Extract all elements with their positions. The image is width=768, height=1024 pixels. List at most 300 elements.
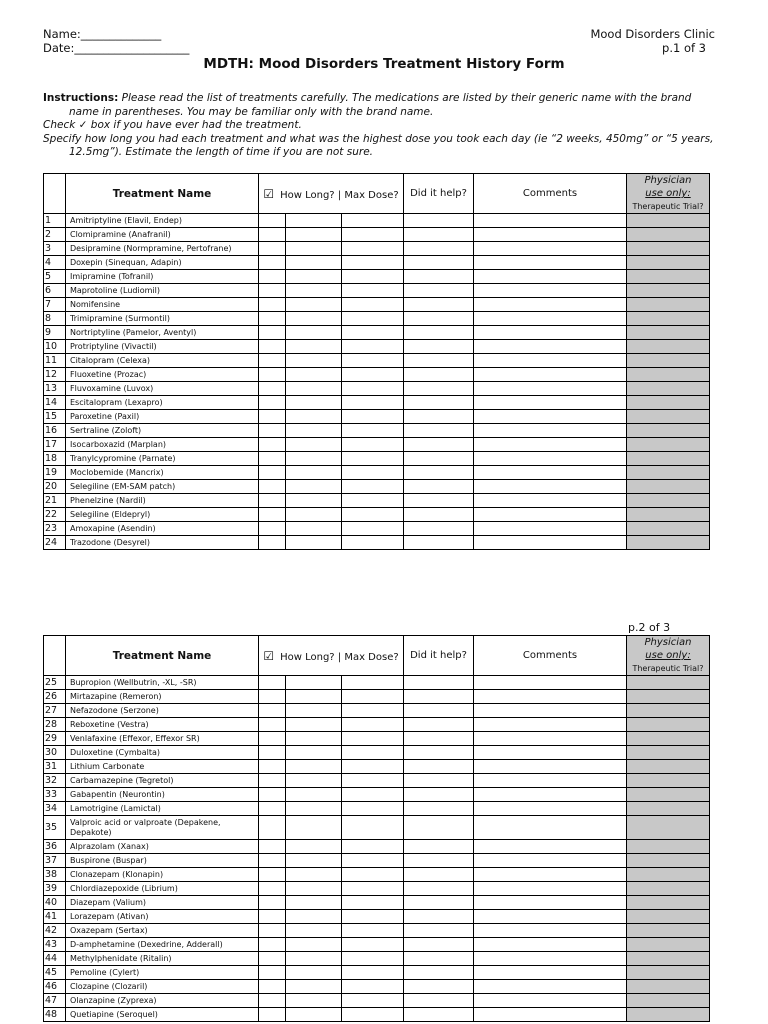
- how-long-cell[interactable]: [286, 396, 342, 410]
- comments-cell[interactable]: [474, 980, 627, 994]
- how-long-cell[interactable]: [286, 896, 342, 910]
- treatment-name: Trazodone (Desyrel): [66, 536, 259, 550]
- max-dose-cell[interactable]: [342, 910, 404, 924]
- max-dose-cell[interactable]: [342, 952, 404, 966]
- comments-cell[interactable]: [474, 774, 627, 788]
- ever-had-checkbox[interactable]: [259, 676, 286, 690]
- how-long-cell[interactable]: [286, 718, 342, 732]
- ever-had-checkbox[interactable]: [259, 508, 286, 522]
- comments-cell[interactable]: [474, 438, 627, 452]
- did-it-help-cell[interactable]: [404, 732, 474, 746]
- comments-cell[interactable]: [474, 242, 627, 256]
- comments-cell[interactable]: [474, 840, 627, 854]
- how-long-cell[interactable]: [286, 494, 342, 508]
- did-it-help-cell[interactable]: [404, 952, 474, 966]
- max-dose-cell[interactable]: [342, 396, 404, 410]
- ever-had-checkbox[interactable]: [259, 896, 286, 910]
- row-number: 39: [44, 882, 66, 896]
- comments-cell[interactable]: [474, 410, 627, 424]
- comments-cell[interactable]: [474, 256, 627, 270]
- max-dose-cell[interactable]: [342, 270, 404, 284]
- did-it-help-cell[interactable]: [404, 788, 474, 802]
- max-dose-cell[interactable]: [342, 298, 404, 312]
- max-dose-cell[interactable]: [342, 732, 404, 746]
- max-dose-cell[interactable]: [342, 774, 404, 788]
- did-it-help-cell[interactable]: [404, 340, 474, 354]
- comments-cell[interactable]: [474, 924, 627, 938]
- max-dose-cell[interactable]: [342, 746, 404, 760]
- ever-had-checkbox[interactable]: [259, 938, 286, 952]
- max-dose-cell[interactable]: [342, 788, 404, 802]
- max-dose-cell[interactable]: [342, 256, 404, 270]
- how-long-cell[interactable]: [286, 256, 342, 270]
- ever-had-checkbox[interactable]: [259, 952, 286, 966]
- how-long-cell[interactable]: [286, 368, 342, 382]
- ever-had-checkbox[interactable]: [259, 966, 286, 980]
- table-row: [44, 868, 710, 882]
- treatment-name: Phenelzine (Nardil): [66, 494, 259, 508]
- did-it-help-cell[interactable]: [404, 354, 474, 368]
- comments-cell[interactable]: [474, 882, 627, 896]
- max-dose-cell[interactable]: [342, 326, 404, 340]
- ever-had-checkbox[interactable]: [259, 994, 286, 1008]
- comments-cell[interactable]: [474, 480, 627, 494]
- ever-had-checkbox[interactable]: [259, 980, 286, 994]
- did-it-help-cell[interactable]: [404, 494, 474, 508]
- therapeutic-trial-label: Therapeutic Trial?: [632, 664, 704, 673]
- max-dose-cell[interactable]: [342, 466, 404, 480]
- max-dose-cell[interactable]: [342, 410, 404, 424]
- comments-cell[interactable]: [474, 952, 627, 966]
- how-long-cell[interactable]: [286, 326, 342, 340]
- did-it-help-cell[interactable]: [404, 536, 474, 550]
- row-number: 12: [44, 368, 66, 382]
- physician-trial-cell: [627, 368, 710, 382]
- how-long-cell[interactable]: [286, 746, 342, 760]
- max-dose-cell[interactable]: [342, 494, 404, 508]
- max-dose-cell[interactable]: [342, 896, 404, 910]
- did-it-help-cell[interactable]: [404, 840, 474, 854]
- table-row: [44, 284, 710, 298]
- did-it-help-cell[interactable]: [404, 746, 474, 760]
- did-it-help-cell[interactable]: [404, 214, 474, 228]
- did-it-help-cell[interactable]: [404, 410, 474, 424]
- how-long-cell[interactable]: [286, 522, 342, 536]
- comments-cell[interactable]: [474, 452, 627, 466]
- did-it-help-cell[interactable]: [404, 854, 474, 868]
- ever-had-checkbox[interactable]: [259, 410, 286, 424]
- table-row: [44, 854, 710, 868]
- max-dose-cell[interactable]: [342, 704, 404, 718]
- comments-cell[interactable]: [474, 270, 627, 284]
- table-row: [44, 802, 710, 816]
- max-dose-cell[interactable]: [342, 214, 404, 228]
- did-it-help-cell[interactable]: [404, 284, 474, 298]
- did-it-help-cell[interactable]: [404, 676, 474, 690]
- did-it-help-cell[interactable]: [404, 256, 474, 270]
- how-long-cell[interactable]: [286, 882, 342, 896]
- max-dose-cell[interactable]: [342, 938, 404, 952]
- ever-had-checkbox[interactable]: [259, 840, 286, 854]
- did-it-help-cell[interactable]: [404, 452, 474, 466]
- how-long-cell[interactable]: [286, 952, 342, 966]
- ever-had-checkbox[interactable]: [259, 424, 286, 438]
- comments-cell[interactable]: [474, 228, 627, 242]
- comments-cell[interactable]: [474, 868, 627, 882]
- treatment-name: Citalopram (Celexa): [66, 354, 259, 368]
- ever-had-checkbox[interactable]: [259, 494, 286, 508]
- comments-cell[interactable]: [474, 522, 627, 536]
- treatment-name: Nefazodone (Serzone): [66, 704, 259, 718]
- how-long-cell[interactable]: [286, 284, 342, 298]
- treatment-name: Fluoxetine (Prozac): [66, 368, 259, 382]
- max-dose-cell[interactable]: [342, 228, 404, 242]
- max-dose-cell[interactable]: [342, 966, 404, 980]
- did-it-help-cell[interactable]: [404, 228, 474, 242]
- how-long-cell[interactable]: [286, 774, 342, 788]
- how-long-cell[interactable]: [286, 480, 342, 494]
- how-long-cell[interactable]: [286, 340, 342, 354]
- comments-cell[interactable]: [474, 368, 627, 382]
- did-it-help-cell[interactable]: [404, 924, 474, 938]
- comments-cell[interactable]: [474, 788, 627, 802]
- how-long-cell[interactable]: [286, 802, 342, 816]
- physician-trial-cell: [627, 522, 710, 536]
- did-it-help-cell[interactable]: [404, 966, 474, 980]
- treatment-name: Methylphenidate (Ritalin): [66, 952, 259, 966]
- ever-had-checkbox[interactable]: [259, 340, 286, 354]
- ever-had-checkbox[interactable]: [259, 718, 286, 732]
- max-dose-cell[interactable]: [342, 676, 404, 690]
- how-long-cell[interactable]: [286, 382, 342, 396]
- max-dose-cell[interactable]: [342, 536, 404, 550]
- did-it-help-cell[interactable]: [404, 910, 474, 924]
- ever-had-checkbox[interactable]: [259, 732, 286, 746]
- max-dose-cell[interactable]: [342, 924, 404, 938]
- how-long-cell[interactable]: [286, 354, 342, 368]
- physician-trial-cell: [627, 298, 710, 312]
- table-row: [44, 994, 710, 1008]
- comments-cell[interactable]: [474, 816, 627, 840]
- treatment-name: Bupropion (Wellbutrin, -XL, -SR): [66, 676, 259, 690]
- ever-had-checkbox[interactable]: [259, 910, 286, 924]
- how-long-cell[interactable]: [286, 924, 342, 938]
- max-dose-cell[interactable]: [342, 994, 404, 1008]
- comments-cell[interactable]: [474, 312, 627, 326]
- table-row: [44, 508, 710, 522]
- did-it-help-cell[interactable]: [404, 480, 474, 494]
- how-long-cell[interactable]: [286, 994, 342, 1008]
- max-dose-cell[interactable]: [342, 868, 404, 882]
- treatment-name: Oxazepam (Sertax): [66, 924, 259, 938]
- comments-cell[interactable]: [474, 326, 627, 340]
- how-long-cell[interactable]: [286, 760, 342, 774]
- row-number: 3: [44, 242, 66, 256]
- comments-cell[interactable]: [474, 732, 627, 746]
- did-it-help-cell[interactable]: [404, 466, 474, 480]
- treatment-name: Olanzapine (Zyprexa): [66, 994, 259, 1008]
- comments-cell[interactable]: [474, 298, 627, 312]
- use-only-label: use only:: [645, 650, 691, 661]
- max-dose-cell[interactable]: [342, 438, 404, 452]
- row-number: 47: [44, 994, 66, 1008]
- table-row: [44, 242, 710, 256]
- max-dose-cell[interactable]: [342, 802, 404, 816]
- ever-had-checkbox[interactable]: [259, 774, 286, 788]
- comments-cell[interactable]: [474, 494, 627, 508]
- ever-had-checkbox[interactable]: [259, 270, 286, 284]
- ever-had-checkbox[interactable]: [259, 868, 286, 882]
- row-number: 18: [44, 452, 66, 466]
- did-it-help-cell[interactable]: [404, 774, 474, 788]
- how-long-cell[interactable]: [286, 228, 342, 242]
- how-long-cell[interactable]: [286, 298, 342, 312]
- did-it-help-cell[interactable]: [404, 802, 474, 816]
- how-long-cell[interactable]: [286, 452, 342, 466]
- max-dose-cell[interactable]: [342, 354, 404, 368]
- ever-had-checkbox[interactable]: [259, 854, 286, 868]
- comments-cell[interactable]: [474, 690, 627, 704]
- max-dose-cell[interactable]: [342, 854, 404, 868]
- physician-trial-cell: [627, 704, 710, 718]
- comments-cell[interactable]: [474, 746, 627, 760]
- comments-cell[interactable]: [474, 536, 627, 550]
- did-it-help-cell[interactable]: [404, 816, 474, 840]
- comments-cell[interactable]: [474, 910, 627, 924]
- comments-cell[interactable]: [474, 284, 627, 298]
- physician-trial-cell: [627, 760, 710, 774]
- did-it-help-cell[interactable]: [404, 994, 474, 1008]
- max-dose-cell[interactable]: [342, 522, 404, 536]
- ever-had-checkbox[interactable]: [259, 326, 286, 340]
- max-dose-cell[interactable]: [342, 508, 404, 522]
- did-it-help-cell[interactable]: [404, 270, 474, 284]
- how-long-cell[interactable]: [286, 424, 342, 438]
- row-number: 34: [44, 802, 66, 816]
- did-it-help-cell[interactable]: [404, 760, 474, 774]
- table-row: [44, 676, 710, 690]
- how-long-cell[interactable]: [286, 854, 342, 868]
- comments-cell[interactable]: [474, 382, 627, 396]
- how-long-cell[interactable]: [286, 270, 342, 284]
- physician-header: [627, 636, 710, 676]
- row-number: 48: [44, 1008, 66, 1022]
- did-it-help-cell[interactable]: [404, 396, 474, 410]
- max-dose-cell[interactable]: [342, 242, 404, 256]
- comments-cell[interactable]: [474, 802, 627, 816]
- max-dose-cell[interactable]: [342, 882, 404, 896]
- max-dose-cell[interactable]: [342, 760, 404, 774]
- did-it-help-cell[interactable]: [404, 242, 474, 256]
- how-long-cell[interactable]: [286, 840, 342, 854]
- physician-trial-cell: [627, 896, 710, 910]
- comments-cell[interactable]: [474, 994, 627, 1008]
- ever-had-checkbox[interactable]: [259, 354, 286, 368]
- did-it-help-cell[interactable]: [404, 312, 474, 326]
- how-long-cell[interactable]: [286, 910, 342, 924]
- physician-trial-cell: [627, 466, 710, 480]
- how-long-cell[interactable]: [286, 466, 342, 480]
- max-dose-cell[interactable]: [342, 452, 404, 466]
- ever-had-checkbox[interactable]: [259, 242, 286, 256]
- treatment-name: Trimipramine (Surmontil): [66, 312, 259, 326]
- ever-had-checkbox[interactable]: [259, 480, 286, 494]
- table-row: [44, 312, 710, 326]
- treatment-name: Alprazolam (Xanax): [66, 840, 259, 854]
- how-long-cell[interactable]: [286, 690, 342, 704]
- how-long-cell[interactable]: [286, 980, 342, 994]
- row-number: 20: [44, 480, 66, 494]
- comments-cell[interactable]: [474, 854, 627, 868]
- how-long-cell[interactable]: [286, 508, 342, 522]
- did-it-help-cell[interactable]: [404, 438, 474, 452]
- ever-had-checkbox[interactable]: [259, 704, 286, 718]
- ever-had-checkbox[interactable]: [259, 746, 286, 760]
- ever-had-checkbox[interactable]: [259, 298, 286, 312]
- did-it-help-cell[interactable]: [404, 368, 474, 382]
- comments-cell[interactable]: [474, 896, 627, 910]
- comments-cell[interactable]: [474, 354, 627, 368]
- comments-cell[interactable]: [474, 424, 627, 438]
- how-long-cell[interactable]: [286, 410, 342, 424]
- ever-had-checkbox[interactable]: [259, 1008, 286, 1022]
- did-it-help-cell[interactable]: [404, 508, 474, 522]
- how-long-cell[interactable]: [286, 536, 342, 550]
- comments-cell[interactable]: [474, 214, 627, 228]
- ever-had-checkbox[interactable]: [259, 214, 286, 228]
- ever-had-checkbox[interactable]: [259, 788, 286, 802]
- max-dose-cell[interactable]: [342, 840, 404, 854]
- how-long-cell[interactable]: [286, 312, 342, 326]
- how-long-cell[interactable]: [286, 816, 342, 840]
- max-dose-cell[interactable]: [342, 480, 404, 494]
- max-dose-cell[interactable]: [342, 340, 404, 354]
- did-it-help-cell[interactable]: [404, 868, 474, 882]
- how-long-cell[interactable]: [286, 704, 342, 718]
- max-dose-cell[interactable]: [342, 690, 404, 704]
- physician-trial-cell: [627, 214, 710, 228]
- ever-had-checkbox[interactable]: [259, 522, 286, 536]
- ever-had-checkbox[interactable]: [259, 228, 286, 242]
- ever-had-checkbox[interactable]: [259, 690, 286, 704]
- did-it-help-cell[interactable]: [404, 896, 474, 910]
- ever-had-checkbox[interactable]: [259, 396, 286, 410]
- table-row: [44, 480, 710, 494]
- therapeutic-trial-label: Therapeutic Trial?: [632, 202, 704, 211]
- max-dose-cell[interactable]: [342, 718, 404, 732]
- ever-had-checkbox[interactable]: [259, 382, 286, 396]
- comments-cell[interactable]: [474, 760, 627, 774]
- did-it-help-cell[interactable]: [404, 882, 474, 896]
- ever-had-checkbox[interactable]: [259, 368, 286, 382]
- ever-had-checkbox[interactable]: [259, 760, 286, 774]
- how-long-cell[interactable]: [286, 676, 342, 690]
- comments-cell[interactable]: [474, 466, 627, 480]
- physician-header: [627, 174, 710, 214]
- treatment-name: Tranylcypromine (Parnate): [66, 452, 259, 466]
- comments-cell[interactable]: [474, 508, 627, 522]
- instructions-line2: name in parentheses. You may be familiar only with the brand name.: [69, 105, 434, 118]
- ever-had-checkbox[interactable]: [259, 312, 286, 326]
- comments-cell[interactable]: [474, 396, 627, 410]
- row-number: 13: [44, 382, 66, 396]
- comments-cell[interactable]: [474, 938, 627, 952]
- comments-cell[interactable]: [474, 340, 627, 354]
- row-number: 23: [44, 522, 66, 536]
- comments-cell[interactable]: [474, 676, 627, 690]
- physician-label: Physician: [644, 175, 692, 186]
- ever-had-checkbox[interactable]: [259, 882, 286, 896]
- form-title: MDTH: Mood Disorders Treatment History Form: [203, 56, 565, 72]
- comments-cell[interactable]: [474, 966, 627, 980]
- ever-had-checkbox[interactable]: [259, 438, 286, 452]
- max-dose-cell[interactable]: [342, 816, 404, 840]
- row-number: 8: [44, 312, 66, 326]
- max-dose-cell[interactable]: [342, 424, 404, 438]
- max-dose-cell[interactable]: [342, 1008, 404, 1022]
- did-it-help-cell[interactable]: [404, 704, 474, 718]
- treatment-name: Fluvoxamine (Luvox): [66, 382, 259, 396]
- how-long-cell[interactable]: [286, 242, 342, 256]
- physician-trial-cell: [627, 410, 710, 424]
- how-long-cell[interactable]: [286, 868, 342, 882]
- max-dose-cell[interactable]: [342, 980, 404, 994]
- did-it-help-cell[interactable]: [404, 424, 474, 438]
- max-dose-cell[interactable]: [342, 382, 404, 396]
- ever-had-checkbox[interactable]: [259, 536, 286, 550]
- how-long-cell[interactable]: [286, 788, 342, 802]
- ever-had-checkbox[interactable]: [259, 816, 286, 840]
- treatment-name: Mirtazapine (Remeron): [66, 690, 259, 704]
- max-dose-cell[interactable]: [342, 284, 404, 298]
- max-dose-cell[interactable]: [342, 368, 404, 382]
- ever-had-checkbox[interactable]: [259, 802, 286, 816]
- how-long-cell[interactable]: [286, 966, 342, 980]
- how-long-cell[interactable]: [286, 1008, 342, 1022]
- treatment-name: Lorazepam (Ativan): [66, 910, 259, 924]
- comments-cell[interactable]: [474, 1008, 627, 1022]
- ever-had-checkbox[interactable]: [259, 452, 286, 466]
- comments-cell[interactable]: [474, 718, 627, 732]
- did-it-help-cell[interactable]: [404, 938, 474, 952]
- did-it-help-cell[interactable]: [404, 382, 474, 396]
- comments-cell[interactable]: [474, 704, 627, 718]
- max-dose-cell[interactable]: [342, 312, 404, 326]
- did-it-help-cell[interactable]: [404, 298, 474, 312]
- physician-trial-cell: [627, 508, 710, 522]
- ever-had-checkbox[interactable]: [259, 924, 286, 938]
- did-it-help-cell[interactable]: [404, 1008, 474, 1022]
- clinic-name: Mood Disorders Clinic: [590, 27, 715, 41]
- did-it-help-cell[interactable]: [404, 980, 474, 994]
- did-it-help-cell[interactable]: [404, 718, 474, 732]
- how-long-cell[interactable]: [286, 732, 342, 746]
- ever-had-checkbox[interactable]: [259, 466, 286, 480]
- table-row: [44, 214, 710, 228]
- row-number: 9: [44, 326, 66, 340]
- did-it-help-cell[interactable]: [404, 522, 474, 536]
- how-long-cell[interactable]: [286, 438, 342, 452]
- how-long-cell[interactable]: [286, 938, 342, 952]
- checkbox-icon: ☑: [263, 648, 275, 663]
- how-long-cell[interactable]: [286, 214, 342, 228]
- ever-had-checkbox[interactable]: [259, 284, 286, 298]
- did-it-help-cell[interactable]: [404, 326, 474, 340]
- ever-had-checkbox[interactable]: [259, 256, 286, 270]
- table-row: [44, 690, 710, 704]
- did-it-help-cell[interactable]: [404, 690, 474, 704]
- treatment-name: Protriptyline (Vivactil): [66, 340, 259, 354]
